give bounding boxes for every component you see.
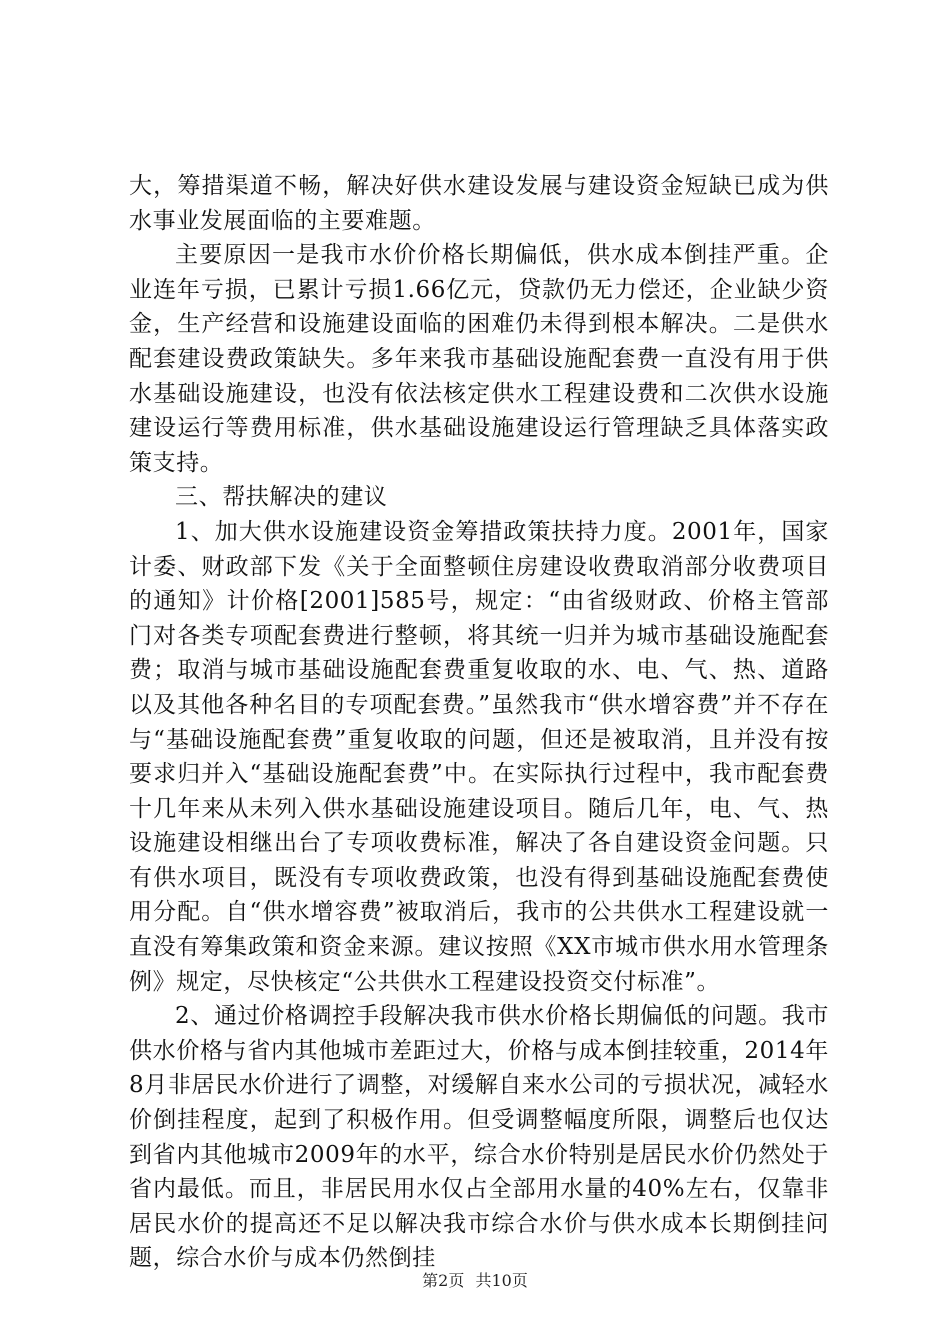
document-body	[129, 169, 829, 1276]
section-heading-suggestions: 三、帮扶解决的建议	[175, 484, 388, 511]
page-total: 共10页	[475, 1271, 528, 1290]
paragraph-suggestion-2: 2、通过价格调控手段解决我市供水价格长期偏低的问题。我市供水价格与省内其他城市差距过大，价格与成本倒挂较重，2014年8月非居民水价进行了调整，对缓解自来水公司的亏损状况，减轻水价倒挂程度，起到了积极作用。但受调整幅度所限，调整后也仅达到省内其他城市2009年的水平，综合水价特别是居民水价仍然处于省内最低。而且，非居民用水仅占全部用水量的40%左右，仅靠非居民水价的提高还不足以解决我市综合水价与供水成本长期倒挂问题，综合水价与成本仍然倒挂	[129, 1003, 829, 1272]
paragraph-suggestion-1: 1、加大供水设施建设资金筹措政策扶持力度。2001年，国家计委、财政部下发《关于全面整顿住房建设收费取消部分收费项目的通知》计价格[2001]585号，规定：“由省级财政、价格主管部门对各类专项配套费进行整顿，将其统一归并为城市基础设施配套费；取消与城市基础设施配套费重复收取的水、电、气、热、道路以及其他各种名目的专项配套费。”虽然我市“供水增容费”并不存在与“基础设施配套费”重复收取的问题，但还是被取消，且并没有按要求归并入“基础设施配套费”中。在实际执行过程中，我市配套费十几年来从未列入供水基础设施建设项目。随后几年，电、气、热设施建设相继出台了专项收费标准，解决了各自建设资金问题。只有供水项目，既没有专项收费政策，也没有得到基础设施配套费使用分配。自“供水增容费”被取消后，我市的公共供水工程建设就一直没有筹集政策和资金来源。建议按照《XX市城市供水用水管理条例》规定，尽快核定“公共供水工程建设投资交付标准”。	[129, 518, 829, 995]
page-number: 第2页	[422, 1271, 465, 1290]
paragraph-main-causes: 主要原因一是我市水价价格长期偏低，供水成本倒挂严重。企业连年亏损，已累计亏损1.66亿元，贷款仍无力偿还，企业缺少资金，生产经营和设施建设面临的困难仍未得到根本解决。二是供水配套建设费政策缺失。多年来我市基础设施配套费一直没有用于供水基础设施建设，也没有依法核定供水工程建设费和二次供水设施建设运行等费用标准，供水基础设施建设运行管理缺乏具体落实政策支持。	[129, 242, 829, 476]
page-footer	[0, 1271, 950, 1291]
paragraph-continued: 大，筹措渠道不畅，解决好供水建设发展与建设资金短缺已成为供水事业发展面临的主要难题。	[129, 173, 829, 234]
